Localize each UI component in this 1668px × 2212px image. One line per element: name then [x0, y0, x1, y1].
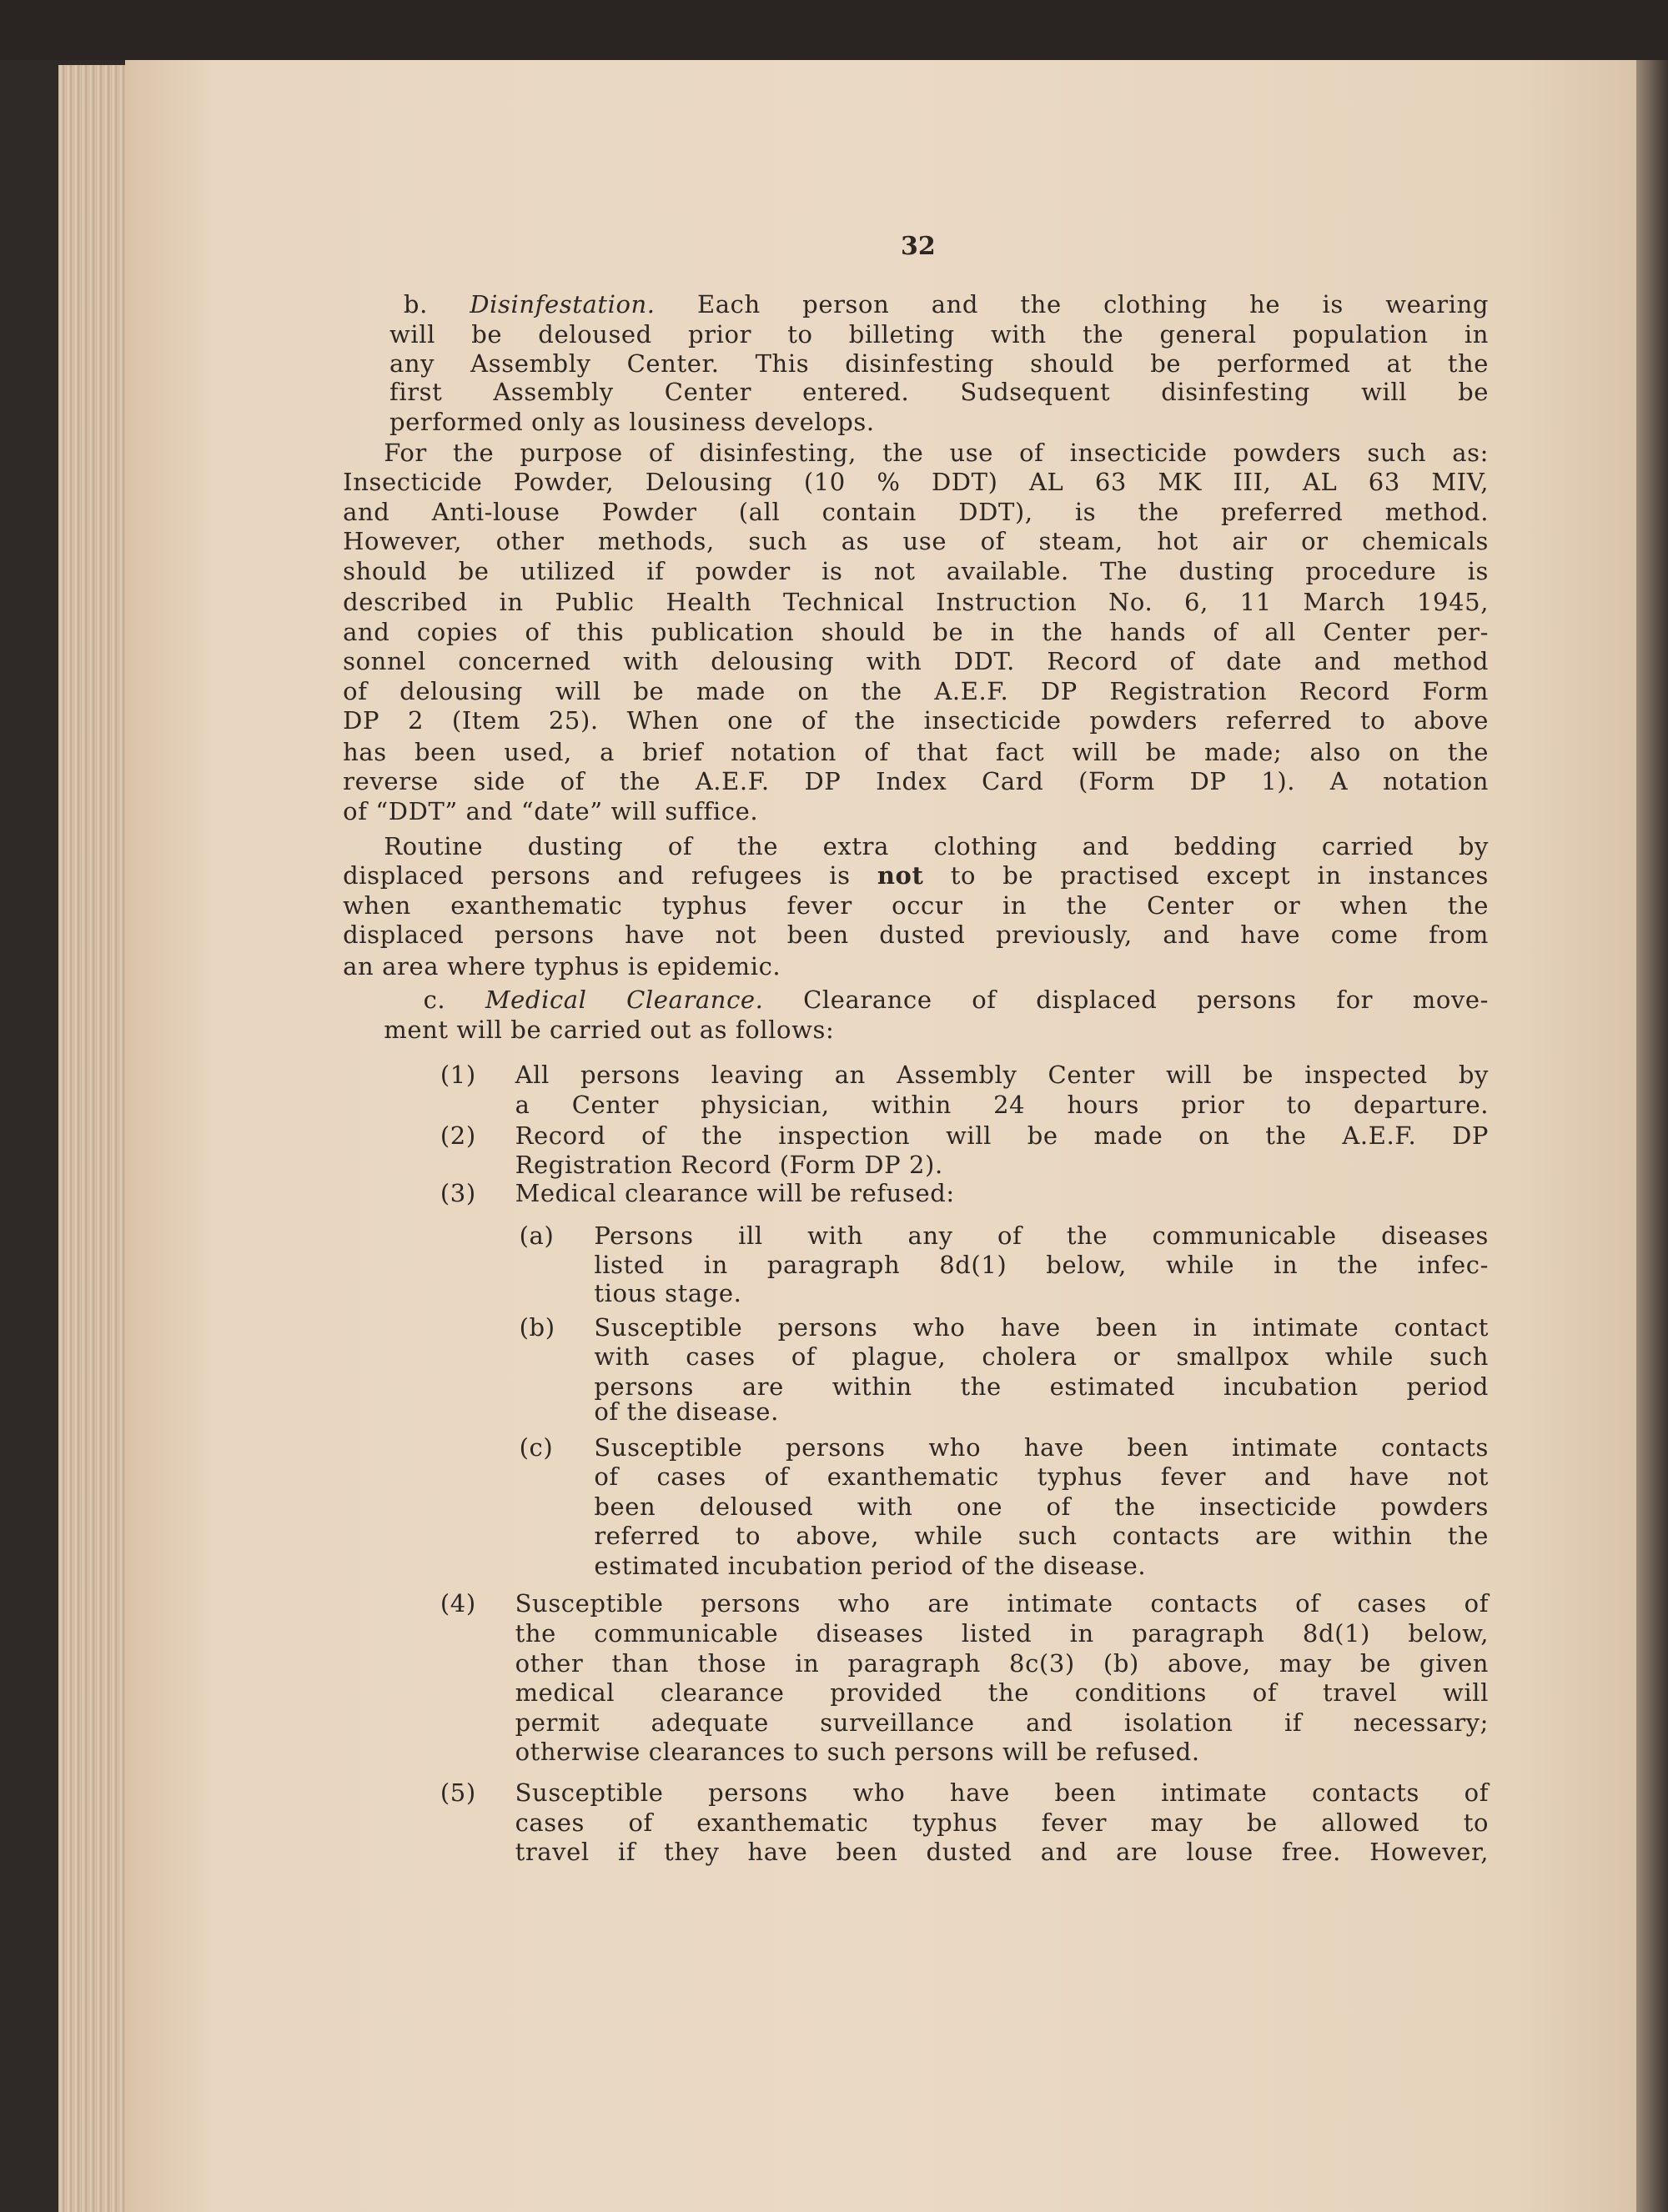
text-segment: estimated incubation period of the disease.: [594, 1551, 1147, 1580]
item-label: (1): [440, 1060, 476, 1089]
text-segment: of the disease.: [594, 1397, 779, 1427]
text-segment: displaced persons have not been dusted previously, and have come from: [343, 920, 1490, 950]
text-line: [515, 1618, 1489, 1648]
italic-heading: Medical Clearance.: [485, 986, 764, 1015]
text-segment: been deloused with one of the insecticide powders: [594, 1492, 1490, 1521]
text-segment: listed in paragraph 8d(1) below, while in the infec-: [594, 1251, 1490, 1280]
text-line: [343, 526, 1489, 556]
text-segment: and Anti-louse Powder (all contain DDT), is the preferred method.: [343, 497, 1490, 526]
text-line: [343, 920, 1489, 950]
text-line: [594, 1397, 779, 1427]
text-line: [343, 676, 1489, 706]
text-segment: when exanthematic typhus fever occur in the Center or when the: [343, 890, 1490, 920]
text-segment: of “DDT” and “date” will suffice.: [343, 796, 759, 825]
item-label: (3): [440, 1179, 476, 1208]
text-segment: displaced persons and refugees is: [343, 861, 877, 890]
item-label: (c): [519, 1432, 554, 1462]
text-line: [343, 951, 781, 981]
text-segment: travel if they have been dusted and are louse free. However,: [515, 1838, 1490, 1867]
text-line: [389, 319, 1489, 349]
text-line: [343, 796, 758, 826]
text-line: [515, 1588, 1489, 1618]
text-line: [515, 1837, 1489, 1867]
text-segment: other than those in paragraph 8c(3) (b) above, may be given: [515, 1648, 1490, 1678]
text-line: [515, 1678, 1489, 1708]
text-segment: first Assembly Center entered. Sudsequent disinfesting will be: [389, 378, 1490, 407]
text-segment: otherwise clearances to such persons will be refused.: [515, 1738, 1200, 1767]
text-line: [515, 1778, 1489, 1808]
text-segment: Registration Record (Form DP 2).: [515, 1151, 943, 1180]
item-label: (4): [440, 1589, 476, 1618]
text-segment: Each person and the clothing he is wearing: [655, 290, 1490, 319]
text-segment: persons are within the estimated incubation period: [594, 1372, 1490, 1401]
text-segment: All persons leaving an Assembly Center will be inspected by: [515, 1060, 1490, 1089]
text-segment: Susceptible persons who have been intimate contacts: [594, 1432, 1490, 1462]
text-segment: medical clearance provided the conditions of travel will: [515, 1678, 1490, 1708]
text-segment: permit adequate surveillance and isolation if necessary;: [515, 1708, 1490, 1737]
text-segment: of cases of exanthematic typhus fever and have not: [594, 1462, 1490, 1492]
text-line: [515, 1648, 1489, 1678]
text-segment: c.: [423, 986, 485, 1015]
item-label: (2): [440, 1121, 476, 1150]
text-line: [515, 1121, 1489, 1151]
text-segment: a Center physician, within 24 hours prior to departure.: [515, 1090, 1490, 1119]
text-segment: reverse side of the A.E.F. DP Index Card (Form DP 1). A notation: [343, 767, 1490, 796]
text-segment: any Assembly Center. This disinfesting should be performed at the: [389, 349, 1490, 379]
text-line: [424, 985, 1489, 1015]
text-segment: Persons ill with any of the communicable diseases: [594, 1221, 1490, 1250]
text-line: [594, 1462, 1489, 1492]
text-line: [515, 1060, 1489, 1090]
text-line: [515, 1090, 1489, 1120]
text-line: [594, 1492, 1489, 1522]
text-segment: Insecticide Powder, Delousing (10 % DDT) AL 63 MK III, AL 63 MIV,: [343, 468, 1490, 497]
item-label: (5): [440, 1778, 476, 1808]
text-line: [384, 1015, 834, 1045]
page-stack-edge: [58, 65, 127, 2212]
page-number: 32: [901, 232, 936, 261]
text-line: [594, 1250, 1489, 1280]
text-line: [515, 1737, 1200, 1767]
text-segment: ment will be carried out as follows:: [384, 1015, 835, 1044]
text-line: [594, 1551, 1146, 1581]
text-line: [515, 1708, 1489, 1738]
text-segment: described in Public Health Technical Instruction No. 6, 11 March 1945,: [343, 588, 1490, 617]
text-line: [343, 860, 1489, 890]
text-line: [343, 766, 1489, 796]
text-line: [515, 1178, 955, 1208]
text-segment: tious stage.: [594, 1279, 742, 1308]
text-segment: However, other methods, such as use of steam, hot air or chemicals: [343, 527, 1490, 556]
text-segment: has been used, a brief notation of that fact will be made; also on the: [343, 737, 1490, 766]
text-line: [343, 705, 1489, 735]
italic-heading: Disinfestation.: [470, 290, 656, 319]
text-line: [343, 737, 1489, 767]
item-label: (a): [519, 1221, 555, 1250]
item-label: (b): [519, 1312, 555, 1342]
text-line: [404, 289, 1489, 319]
text-line: [594, 1342, 1489, 1372]
text-line: [594, 1521, 1489, 1551]
text-segment: of delousing will be made on the A.E.F. DP Registration Record Form: [343, 676, 1490, 705]
text-segment: cases of exanthematic typhus fever may be allowed to: [515, 1808, 1490, 1837]
text-segment: DP 2 (Item 25). When one of the insecticide powders referred to above: [343, 706, 1490, 735]
text-segment: Susceptible persons who have been in intimate contact: [594, 1312, 1490, 1342]
text-segment: and copies of this publication should be in the hands of all Center per-: [343, 617, 1490, 646]
text-line: [343, 556, 1489, 586]
text-segment: performed only as lousiness develops.: [389, 407, 875, 436]
text-segment: Susceptible persons who have been intimate contacts of: [515, 1778, 1490, 1808]
text-segment: Susceptible persons who are intimate contacts of cases of: [515, 1589, 1490, 1618]
text-line: [343, 617, 1489, 647]
scanner-background: [0, 0, 1668, 60]
text-line: [384, 438, 1489, 468]
text-line: [384, 831, 1489, 861]
text-line: [343, 467, 1489, 497]
text-segment: Clearance of displaced persons for move-: [763, 986, 1490, 1015]
text-segment: referred to above, while such contacts are within the: [594, 1522, 1490, 1551]
text-segment: Record of the inspection will be made on the A.E.F. DP: [515, 1121, 1490, 1150]
text-segment: Routine dusting of the extra clothing and bedding carried by: [384, 831, 1490, 860]
text-segment: an area where typhus is epidemic.: [343, 951, 781, 981]
text-line: [389, 407, 875, 437]
text-segment: b.: [403, 290, 470, 319]
text-line: [343, 587, 1489, 617]
text-line: [515, 1808, 1489, 1838]
text-segment: will be deloused prior to billeting with the general population in: [389, 319, 1490, 349]
text-line: [343, 497, 1489, 527]
text-segment: For the purpose of disinfesting, the use of insecticide powders such as:: [384, 438, 1490, 467]
text-line: [594, 1432, 1489, 1462]
text-line: [515, 1150, 943, 1180]
text-segment: Medical clearance will be refused:: [515, 1179, 955, 1208]
text-line: [389, 377, 1489, 407]
text-line: [343, 890, 1489, 920]
text-line: [594, 1221, 1489, 1251]
bold-text: not: [877, 861, 924, 890]
text-line: [594, 1278, 741, 1308]
text-line: [389, 349, 1489, 379]
text-segment: with cases of plague, cholera or smallpox while such: [594, 1342, 1490, 1372]
text-line: [594, 1312, 1489, 1342]
book-gutter: [1636, 60, 1668, 2212]
text-segment: sonnel concerned with delousing with DDT. Record of date and method: [343, 647, 1490, 676]
text-line: [343, 646, 1489, 676]
text-segment: should be utilized if powder is not available. The dusting procedure is: [343, 556, 1490, 585]
text-segment: to be practised except in instances: [923, 861, 1490, 890]
text-segment: the communicable diseases listed in paragraph 8d(1) below,: [515, 1619, 1490, 1648]
